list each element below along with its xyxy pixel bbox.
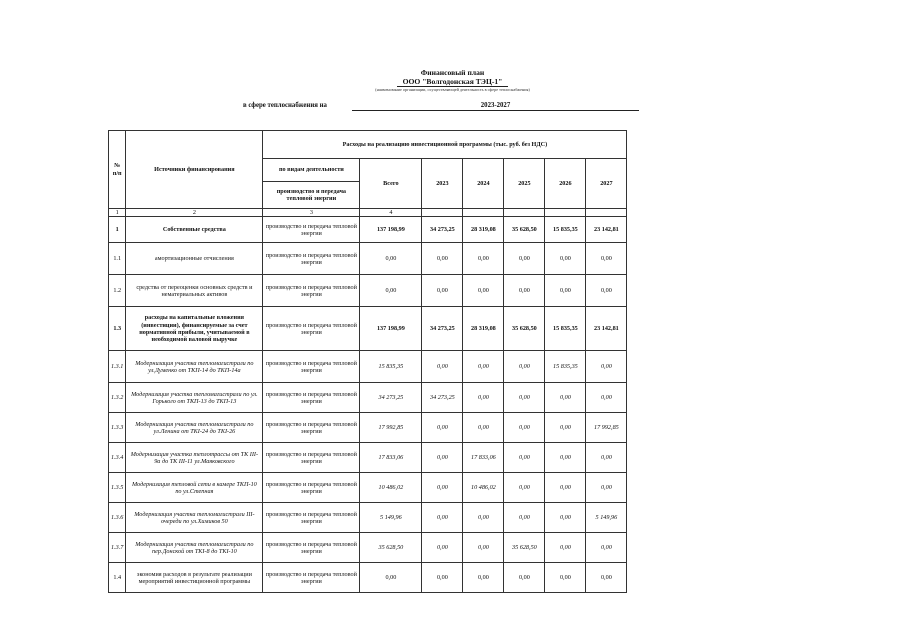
row-source-name: расходы на капитальные вложения (инвестиции), финансируемые за счет нормативной прибыли, учитываемой в необходимой валовой выручке (126, 307, 263, 351)
row-year-value: 0,00 (504, 351, 545, 383)
row-total: 5 149,96 (360, 503, 422, 533)
header-year: 2025 (504, 159, 545, 209)
row-total: 17 833,06 (360, 443, 422, 473)
table-row (109, 243, 627, 275)
table-row (109, 217, 627, 243)
row-year-value: 15 835,35 (545, 217, 586, 243)
row-total: 34 273,25 (360, 383, 422, 413)
financial-plan-table (108, 130, 627, 593)
row-source-name: средства от переоценки основных средств и нематериальных активов (126, 275, 263, 307)
index-cell: 4 (360, 209, 422, 217)
row-year-value: 28 319,08 (463, 217, 504, 243)
row-year-value: 0,00 (504, 413, 545, 443)
row-year-value: 0,00 (586, 275, 627, 307)
row-year-value: 0,00 (545, 533, 586, 563)
row-year-value: 0,00 (463, 275, 504, 307)
row-year-value: 0,00 (463, 533, 504, 563)
row-year-value: 0,00 (545, 413, 586, 443)
row-year-value: 0,00 (545, 383, 586, 413)
row-number: 1.3.7 (109, 533, 126, 563)
row-year-value: 0,00 (545, 275, 586, 307)
row-source-name: Модернизация участка тепломагистрали по пер.Донской от ТКI-8 до ТКI-10 (126, 533, 263, 563)
header-expenses: Расходы на реализацию инвестиционной программы (тыс. руб. без НДС) (263, 131, 627, 159)
header-year: 2027 (586, 159, 627, 209)
row-year-value: 0,00 (504, 563, 545, 593)
row-number: 1.3 (109, 307, 126, 351)
row-activity: производство и передача тепловой энергии (263, 413, 360, 443)
row-activity: производство и передача тепловой энергии (263, 443, 360, 473)
row-year-value: 0,00 (586, 473, 627, 503)
row-number: 1 (109, 217, 126, 243)
header-year: 2023 (422, 159, 463, 209)
table-row (109, 503, 627, 533)
row-year-value: 0,00 (463, 383, 504, 413)
row-year-value: 0,00 (586, 383, 627, 413)
row-year-value: 0,00 (504, 383, 545, 413)
row-activity: производство и передача тепловой энергии (263, 563, 360, 593)
plan-period: 2023-2027 (352, 102, 639, 111)
row-year-value: 0,00 (545, 243, 586, 275)
header-year: 2024 (463, 159, 504, 209)
row-year-value: 0,00 (422, 275, 463, 307)
row-year-value: 0,00 (422, 563, 463, 593)
organization-caption: (наименование организации, осуществляющей деятельность в сфере теплоснабжения) (375, 87, 530, 92)
row-activity: производство и передача тепловой энергии (263, 503, 360, 533)
row-year-value: 34 273,25 (422, 307, 463, 351)
row-year-value: 28 319,08 (463, 307, 504, 351)
row-activity: производство и передача тепловой энергии (263, 217, 360, 243)
row-year-value: 17 833,06 (463, 443, 504, 473)
row-total: 0,00 (360, 563, 422, 593)
row-year-value: 23 142,81 (586, 307, 627, 351)
row-year-value: 5 149,96 (586, 503, 627, 533)
row-total: 15 835,35 (360, 351, 422, 383)
header-source: Источники финансирования (126, 131, 263, 209)
row-number: 1.1 (109, 243, 126, 275)
header-activity: по видам деятельности (263, 159, 360, 182)
row-year-value: 0,00 (422, 413, 463, 443)
index-row (109, 209, 627, 217)
row-total: 35 628,50 (360, 533, 422, 563)
row-source-name: Модернизация участка тепломагистрали по ул. Горького от ТКП-13 до ТКП-13 (126, 383, 263, 413)
table-row (109, 275, 627, 307)
row-activity: производство и передача тепловой энергии (263, 351, 360, 383)
row-activity: производство и передача тепловой энергии (263, 275, 360, 307)
table-row (109, 351, 627, 383)
row-source-name: Модернизация участка тепломагистрали III-очереди по ул.Химиков 50 (126, 503, 263, 533)
row-year-value: 0,00 (586, 243, 627, 275)
row-year-value: 0,00 (463, 563, 504, 593)
row-year-value: 0,00 (422, 473, 463, 503)
row-source-name: Модернизация тепловой сети в камере ТКП-10 по ул.Степная (126, 473, 263, 503)
row-year-value: 15 835,35 (545, 307, 586, 351)
row-number: 1.3.3 (109, 413, 126, 443)
row-number: 1.4 (109, 563, 126, 593)
row-year-value: 0,00 (545, 443, 586, 473)
row-source-name: Модернизация участка теплотрассы от ТК III-9а до ТК III-11 ул.Маяковского (126, 443, 263, 473)
row-year-value: 0,00 (422, 503, 463, 533)
row-year-value: 0,00 (586, 563, 627, 593)
row-total: 10 486,02 (360, 473, 422, 503)
row-year-value: 0,00 (586, 351, 627, 383)
row-year-value: 35 628,50 (504, 307, 545, 351)
row-total: 17 992,85 (360, 413, 422, 443)
row-source-name: амортизационные отчисления (126, 243, 263, 275)
header-activity-sub: производство и передача тепловой энергии (263, 182, 360, 209)
row-source-name: экономия расходов в результате реализации мероприятий инвестиционной программы (126, 563, 263, 593)
row-activity: производство и передача тепловой энергии (263, 533, 360, 563)
row-total: 137 198,99 (360, 217, 422, 243)
row-year-value: 0,00 (545, 503, 586, 533)
row-year-value: 0,00 (463, 503, 504, 533)
plan-title: Финансовый план (420, 68, 485, 77)
row-year-value: 0,00 (586, 533, 627, 563)
row-activity: производство и передача тепловой энергии (263, 243, 360, 275)
row-number: 1.3.5 (109, 473, 126, 503)
index-cell: 1 (109, 209, 126, 217)
row-number: 1.2 (109, 275, 126, 307)
row-number: 1.3.4 (109, 443, 126, 473)
header-year: 2026 (545, 159, 586, 209)
table-row (109, 413, 627, 443)
row-total: 0,00 (360, 275, 422, 307)
row-year-value: 10 486,02 (463, 473, 504, 503)
row-source-name: Модернизация участка тепломагистрали по ул.Думенко от ТКП-14 до ТКП-14а (126, 351, 263, 383)
row-year-value: 0,00 (504, 503, 545, 533)
row-year-value: 0,00 (463, 351, 504, 383)
index-cell: 3 (263, 209, 360, 217)
row-year-value: 0,00 (545, 563, 586, 593)
row-year-value: 0,00 (463, 243, 504, 275)
row-year-value: 0,00 (422, 243, 463, 275)
sphere-label: в сфере теплоснабжения на (243, 102, 327, 109)
header-total: Всего (360, 159, 422, 209)
row-total: 137 198,99 (360, 307, 422, 351)
row-year-value: 35 628,50 (504, 217, 545, 243)
row-number: 1.3.2 (109, 383, 126, 413)
row-year-value: 23 142,81 (586, 217, 627, 243)
row-year-value: 17 992,85 (586, 413, 627, 443)
table-row (109, 443, 627, 473)
row-year-value: 0,00 (422, 351, 463, 383)
row-year-value: 0,00 (586, 443, 627, 473)
table-row (109, 563, 627, 593)
table-row (109, 307, 627, 351)
header-num: № п/п (109, 131, 126, 209)
row-year-value: 0,00 (463, 413, 504, 443)
index-cell: 2 (126, 209, 263, 217)
organization-name: ООО "Волгодонская ТЭЦ-1" (0, 77, 905, 86)
row-year-value: 0,00 (504, 243, 545, 275)
row-year-value: 35 628,50 (504, 533, 545, 563)
row-year-value: 0,00 (545, 473, 586, 503)
row-year-value: 0,00 (504, 473, 545, 503)
row-activity: производство и передача тепловой энергии (263, 473, 360, 503)
row-activity: производство и передача тепловой энергии (263, 383, 360, 413)
row-year-value: 0,00 (422, 533, 463, 563)
row-source-name: Собственные средства (126, 217, 263, 243)
row-year-value: 0,00 (504, 443, 545, 473)
row-year-value: 15 835,35 (545, 351, 586, 383)
row-total: 0,00 (360, 243, 422, 275)
row-year-value: 0,00 (504, 275, 545, 307)
row-source-name: Модернизация участка тепломагистрали по ул.Ленина от ТКI-24 до ТКI-26 (126, 413, 263, 443)
row-activity: производство и передача тепловой энергии (263, 307, 360, 351)
row-year-value: 34 273,25 (422, 383, 463, 413)
table-row (109, 533, 627, 563)
table-row (109, 383, 627, 413)
table-row (109, 473, 627, 503)
row-year-value: 34 273,25 (422, 217, 463, 243)
row-year-value: 0,00 (422, 443, 463, 473)
row-number: 1.3.1 (109, 351, 126, 383)
row-number: 1.3.6 (109, 503, 126, 533)
